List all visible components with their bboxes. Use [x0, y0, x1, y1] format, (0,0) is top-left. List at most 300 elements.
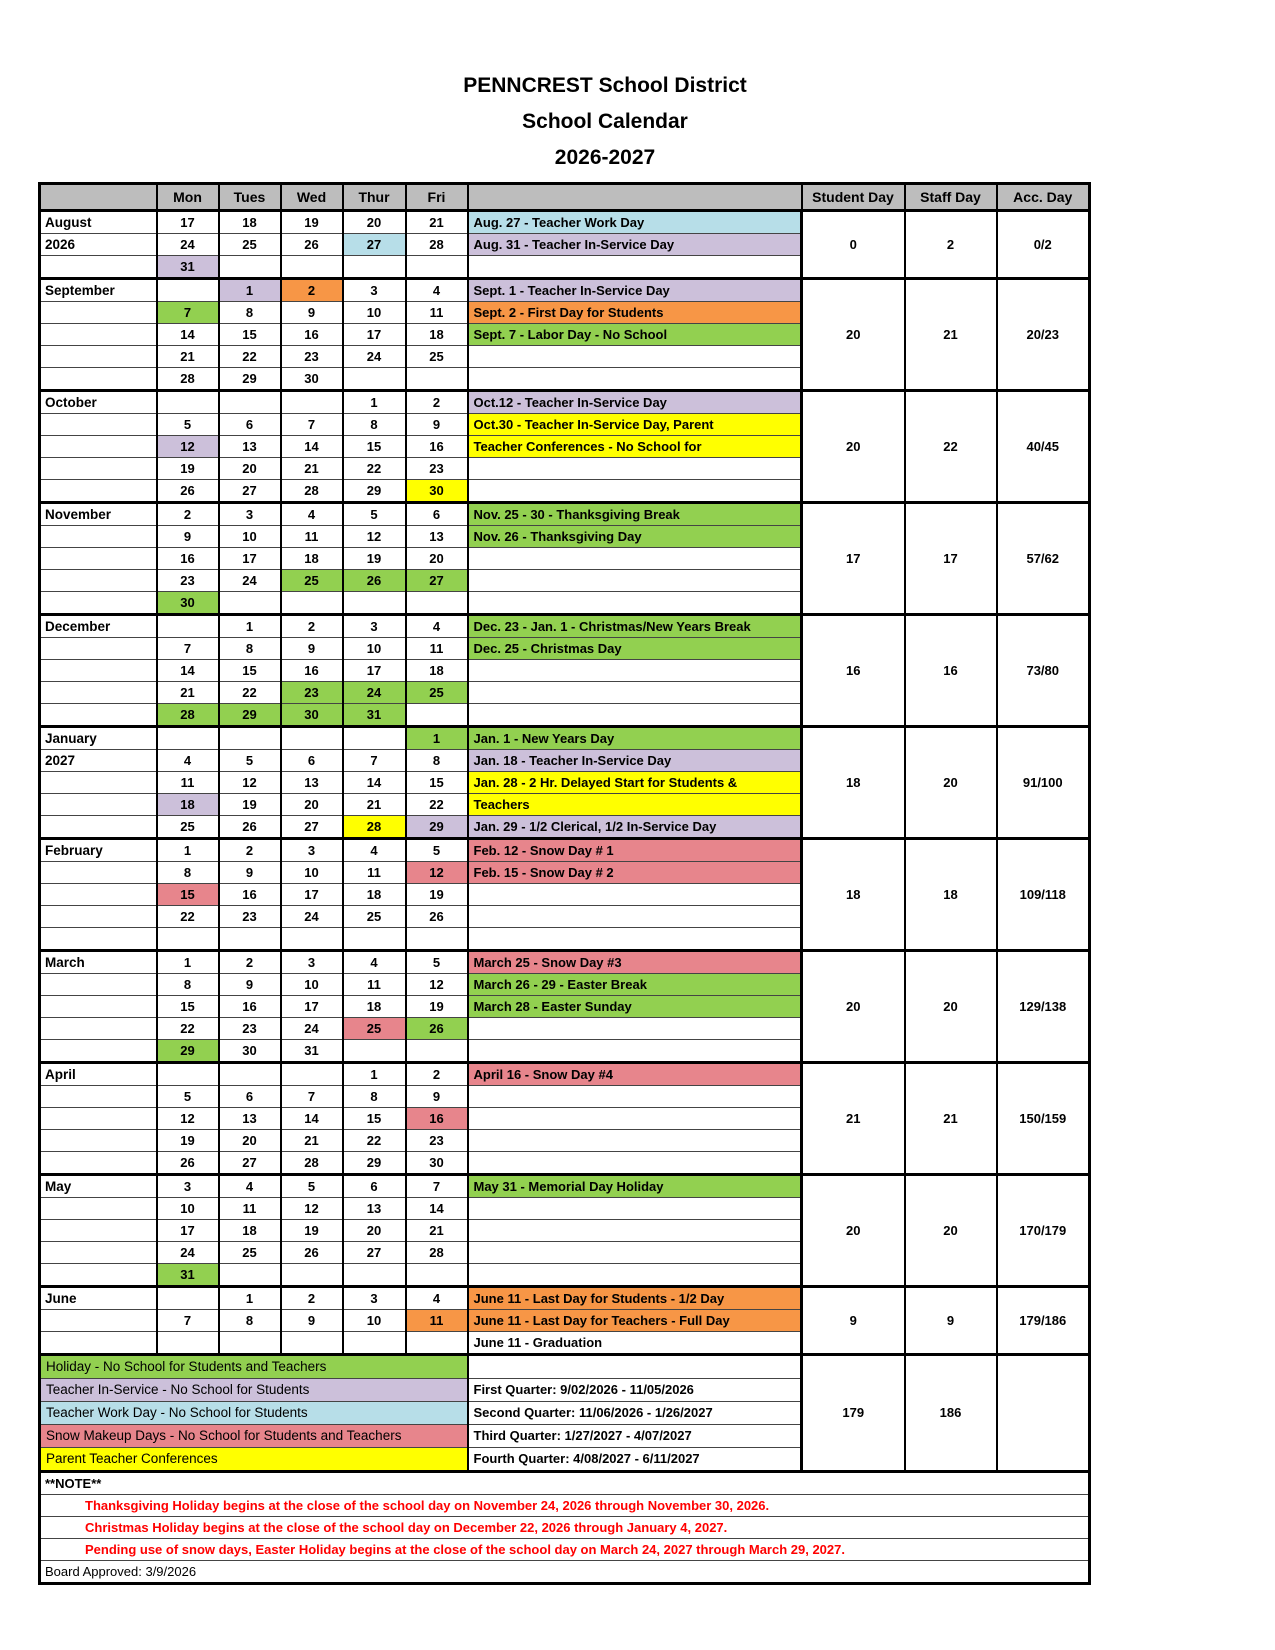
header-staff-day: Staff Day	[905, 184, 997, 211]
day-cell	[406, 1264, 468, 1287]
day-cell	[157, 615, 219, 638]
event-note-cell	[468, 570, 802, 592]
acc-day-count: 20/23	[997, 279, 1090, 391]
day-cell: 18	[406, 324, 468, 346]
day-cell: 4	[343, 839, 406, 862]
note-row	[40, 1539, 1090, 1561]
day-cell: 9	[219, 974, 281, 996]
header-acc-day: Acc. Day	[997, 184, 1090, 211]
day-cell: 6	[219, 1086, 281, 1108]
day-cell	[343, 1264, 406, 1287]
day-cell: 27	[406, 570, 468, 592]
day-cell: 13	[406, 526, 468, 548]
day-cell: 9	[406, 414, 468, 436]
day-cell: 11	[343, 862, 406, 884]
event-note-cell	[468, 1018, 802, 1040]
day-cell: 4	[157, 750, 219, 772]
day-cell	[343, 256, 406, 279]
day-cell: 3	[281, 951, 343, 974]
month-label-cell: September	[40, 279, 157, 302]
month-label-cell: June	[40, 1287, 157, 1310]
note-line-easter: Pending use of snow days, Easter Holiday begins at the close of the school day on March 24, 2027 through March 29, 2027.	[40, 1539, 1090, 1561]
total-staff-count: 186	[905, 1355, 997, 1472]
calendar-week-row	[40, 503, 1090, 526]
day-cell: 7	[406, 1175, 468, 1198]
event-note-cell: Aug. 27 - Teacher Work Day	[468, 211, 802, 234]
student-day-count: 20	[802, 951, 905, 1063]
day-cell: 22	[219, 682, 281, 704]
total-acc-count	[997, 1355, 1090, 1472]
month-label-cell	[40, 1108, 157, 1130]
day-cell: 7	[343, 750, 406, 772]
day-cell: 12	[406, 974, 468, 996]
day-cell: 24	[157, 234, 219, 256]
month-label-cell	[40, 458, 157, 480]
day-cell: 16	[281, 324, 343, 346]
day-cell: 27	[219, 480, 281, 503]
day-cell: 24	[219, 570, 281, 592]
event-note-cell	[468, 1264, 802, 1287]
month-label-cell: May	[40, 1175, 157, 1198]
day-cell: 19	[281, 211, 343, 234]
day-cell: 30	[406, 480, 468, 503]
event-note-cell	[468, 682, 802, 704]
day-cell: 25	[406, 682, 468, 704]
calendar-week-row	[40, 279, 1090, 302]
day-cell: 7	[157, 302, 219, 324]
day-cell	[406, 1332, 468, 1355]
day-cell	[281, 727, 343, 750]
day-cell: 26	[343, 570, 406, 592]
acc-day-count: 129/138	[997, 951, 1090, 1063]
event-note-cell	[468, 660, 802, 682]
day-cell	[157, 1063, 219, 1086]
legend-item: Snow Makeup Days - No School for Students and Teachers	[40, 1425, 468, 1448]
day-cell: 30	[406, 1152, 468, 1175]
day-cell: 19	[406, 996, 468, 1018]
day-cell: 25	[281, 570, 343, 592]
acc-day-count: 179/186	[997, 1287, 1090, 1355]
event-note-cell	[468, 1130, 802, 1152]
day-cell: 12	[406, 862, 468, 884]
day-cell: 8	[343, 1086, 406, 1108]
student-day-count: 9	[802, 1287, 905, 1355]
staff-day-count: 20	[905, 951, 997, 1063]
staff-day-count: 18	[905, 839, 997, 951]
event-note-cell: Jan. 29 - 1/2 Clerical, 1/2 In-Service Day	[468, 816, 802, 839]
month-label-cell: November	[40, 503, 157, 526]
day-cell: 28	[281, 480, 343, 503]
day-cell: 8	[219, 1310, 281, 1332]
month-label-cell	[40, 638, 157, 660]
header-row	[40, 184, 1090, 211]
legend-item: Teacher Work Day - No School for Students	[40, 1402, 468, 1425]
header-month-cell	[40, 184, 157, 211]
day-cell	[219, 592, 281, 615]
event-note-cell	[468, 1040, 802, 1063]
day-cell: 14	[406, 1198, 468, 1220]
month-label-cell	[40, 346, 157, 368]
day-cell: 4	[406, 615, 468, 638]
day-cell: 26	[281, 234, 343, 256]
day-cell: 29	[343, 1152, 406, 1175]
day-cell: 30	[281, 368, 343, 391]
calendar-week-row	[40, 839, 1090, 862]
event-note-cell: Sept. 2 - First Day for Students	[468, 302, 802, 324]
day-cell: 22	[157, 906, 219, 928]
day-cell: 1	[157, 839, 219, 862]
day-cell: 29	[343, 480, 406, 503]
note-line-christmas: Christmas Holiday begins at the close of the school day on December 22, 2026 through January 4, 2027.	[40, 1517, 1090, 1539]
event-note-cell	[468, 1198, 802, 1220]
day-cell: 19	[157, 1130, 219, 1152]
day-cell: 16	[406, 436, 468, 458]
event-note-cell	[468, 906, 802, 928]
quarter-label: Second Quarter: 11/06/2026 - 1/26/2027	[468, 1402, 802, 1425]
board-approved-row	[40, 1561, 1090, 1584]
day-cell: 18	[157, 794, 219, 816]
day-cell	[406, 928, 468, 951]
day-cell: 31	[343, 704, 406, 727]
day-cell: 17	[157, 211, 219, 234]
day-cell: 17	[343, 660, 406, 682]
day-cell: 20	[343, 1220, 406, 1242]
day-cell: 14	[343, 772, 406, 794]
month-label-cell: January	[40, 727, 157, 750]
month-label-cell	[40, 368, 157, 391]
event-note-cell: June 11 - Graduation	[468, 1332, 802, 1355]
day-cell: 28	[406, 234, 468, 256]
staff-day-count: 20	[905, 1175, 997, 1287]
day-cell: 23	[157, 570, 219, 592]
day-cell: 10	[281, 862, 343, 884]
legend-item: Holiday - No School for Students and Teachers	[40, 1355, 468, 1379]
day-cell: 22	[157, 1018, 219, 1040]
day-cell: 7	[281, 1086, 343, 1108]
day-cell: 26	[219, 816, 281, 839]
day-cell	[343, 928, 406, 951]
event-note-cell	[468, 1242, 802, 1264]
month-label-cell	[40, 974, 157, 996]
day-cell: 9	[219, 862, 281, 884]
staff-day-count: 20	[905, 727, 997, 839]
acc-day-count: 150/159	[997, 1063, 1090, 1175]
day-cell: 14	[157, 660, 219, 682]
day-cell: 4	[406, 279, 468, 302]
day-cell: 29	[219, 368, 281, 391]
day-cell: 15	[219, 324, 281, 346]
header-day-wed: Wed	[281, 184, 343, 211]
quarter-label	[468, 1355, 802, 1379]
event-note-cell: Feb. 15 - Snow Day # 2	[468, 862, 802, 884]
day-cell: 16	[219, 884, 281, 906]
month-label-cell	[40, 548, 157, 570]
month-label-cell	[40, 1264, 157, 1287]
event-note-cell	[468, 1108, 802, 1130]
acc-day-count: 170/179	[997, 1175, 1090, 1287]
day-cell: 5	[406, 951, 468, 974]
day-cell: 12	[343, 526, 406, 548]
calendar-week-row	[40, 727, 1090, 750]
day-cell: 25	[219, 1242, 281, 1264]
student-day-count: 0	[802, 211, 905, 279]
day-cell: 2	[281, 615, 343, 638]
day-cell: 1	[406, 727, 468, 750]
event-note-cell: Jan. 18 - Teacher In-Service Day	[468, 750, 802, 772]
day-cell: 21	[281, 1130, 343, 1152]
event-note-cell	[468, 1086, 802, 1108]
day-cell: 19	[406, 884, 468, 906]
month-label-cell	[40, 996, 157, 1018]
day-cell: 11	[219, 1198, 281, 1220]
day-cell: 19	[281, 1220, 343, 1242]
day-cell: 5	[157, 414, 219, 436]
day-cell	[343, 727, 406, 750]
day-cell: 2	[281, 279, 343, 302]
day-cell: 20	[406, 548, 468, 570]
day-cell: 10	[219, 526, 281, 548]
staff-day-count: 16	[905, 615, 997, 727]
month-label-cell	[40, 302, 157, 324]
day-cell: 16	[406, 1108, 468, 1130]
student-day-count: 20	[802, 279, 905, 391]
note-line-thanksgiving: Thanksgiving Holiday begins at the close of the school day on November 24, 2026 through November 30, 2026.	[40, 1495, 1090, 1517]
month-label-cell	[40, 772, 157, 794]
day-cell	[219, 391, 281, 414]
day-cell	[281, 1332, 343, 1355]
calendar-week-row	[40, 1063, 1090, 1086]
staff-day-count: 22	[905, 391, 997, 503]
staff-day-count: 17	[905, 503, 997, 615]
month-label-cell: 2026	[40, 234, 157, 256]
event-note-cell: Nov. 25 - 30 - Thanksgiving Break	[468, 503, 802, 526]
day-cell: 1	[219, 279, 281, 302]
document-title	[0, 68, 1210, 176]
event-note-cell: Sept. 1 - Teacher In-Service Day	[468, 279, 802, 302]
month-label-cell	[40, 862, 157, 884]
header-day-thur: Thur	[343, 184, 406, 211]
acc-day-count: 57/62	[997, 503, 1090, 615]
event-note-cell: June 11 - Last Day for Students - 1/2 Day	[468, 1287, 802, 1310]
day-cell: 8	[219, 638, 281, 660]
day-cell: 27	[343, 1242, 406, 1264]
day-cell: 25	[343, 906, 406, 928]
event-note-cell: April 16 - Snow Day #4	[468, 1063, 802, 1086]
legend-row	[40, 1355, 1090, 1379]
month-label-cell	[40, 794, 157, 816]
event-note-cell: May 31 - Memorial Day Holiday	[468, 1175, 802, 1198]
day-cell: 17	[281, 996, 343, 1018]
month-label-cell: 2027	[40, 750, 157, 772]
day-cell: 26	[281, 1242, 343, 1264]
day-cell: 31	[157, 1264, 219, 1287]
day-cell	[406, 704, 468, 727]
month-label-cell	[40, 906, 157, 928]
day-cell: 25	[157, 816, 219, 839]
day-cell: 19	[219, 794, 281, 816]
day-cell	[219, 1264, 281, 1287]
day-cell: 12	[281, 1198, 343, 1220]
event-note-cell: Jan. 1 - New Years Day	[468, 727, 802, 750]
day-cell: 22	[343, 1130, 406, 1152]
month-label-cell	[40, 682, 157, 704]
day-cell: 24	[343, 346, 406, 368]
day-cell: 21	[406, 211, 468, 234]
event-note-cell	[468, 256, 802, 279]
month-label-cell	[40, 1018, 157, 1040]
day-cell: 28	[157, 704, 219, 727]
day-cell: 26	[157, 480, 219, 503]
calendar-week-row	[40, 1287, 1090, 1310]
day-cell	[157, 928, 219, 951]
calendar-week-row	[40, 1175, 1090, 1198]
day-cell: 8	[406, 750, 468, 772]
header-student-day: Student Day	[802, 184, 905, 211]
day-cell: 6	[281, 750, 343, 772]
day-cell: 1	[219, 1287, 281, 1310]
event-note-cell: Aug. 31 - Teacher In-Service Day	[468, 234, 802, 256]
day-cell: 2	[219, 839, 281, 862]
day-cell	[406, 368, 468, 391]
day-cell: 7	[157, 638, 219, 660]
day-cell: 1	[343, 391, 406, 414]
day-cell: 25	[343, 1018, 406, 1040]
day-cell	[219, 1063, 281, 1086]
acc-day-count: 0/2	[997, 211, 1090, 279]
student-day-count: 20	[802, 391, 905, 503]
day-cell: 12	[219, 772, 281, 794]
day-cell: 15	[343, 436, 406, 458]
day-cell: 1	[343, 1063, 406, 1086]
calendar-week-row	[40, 391, 1090, 414]
day-cell: 22	[343, 458, 406, 480]
day-cell: 18	[219, 211, 281, 234]
event-note-cell: Dec. 25 - Christmas Day	[468, 638, 802, 660]
day-cell: 16	[219, 996, 281, 1018]
day-cell: 5	[406, 839, 468, 862]
day-cell	[281, 1063, 343, 1086]
day-cell: 23	[281, 346, 343, 368]
month-label-cell	[40, 480, 157, 503]
day-cell: 22	[219, 346, 281, 368]
month-label-cell: October	[40, 391, 157, 414]
month-label-cell: February	[40, 839, 157, 862]
event-note-cell: Nov. 26 - Thanksgiving Day	[468, 526, 802, 548]
day-cell: 26	[406, 906, 468, 928]
day-cell: 13	[343, 1198, 406, 1220]
quarter-label: Fourth Quarter: 4/08/2027 - 6/11/2027	[468, 1448, 802, 1472]
staff-day-count: 21	[905, 1063, 997, 1175]
event-note-cell	[468, 346, 802, 368]
day-cell: 1	[157, 951, 219, 974]
day-cell: 23	[406, 458, 468, 480]
day-cell: 20	[281, 794, 343, 816]
day-cell: 3	[219, 503, 281, 526]
day-cell: 14	[157, 324, 219, 346]
legend-item: Teacher In-Service - No School for Students	[40, 1379, 468, 1402]
day-cell: 23	[219, 906, 281, 928]
title-year: 2026-2027	[554, 146, 656, 169]
day-cell	[406, 592, 468, 615]
day-cell: 9	[281, 638, 343, 660]
note-row	[40, 1517, 1090, 1539]
day-cell: 11	[406, 638, 468, 660]
acc-day-count: 40/45	[997, 391, 1090, 503]
note-header: **NOTE**	[40, 1472, 1090, 1495]
day-cell: 4	[219, 1175, 281, 1198]
event-note-cell	[468, 928, 802, 951]
day-cell: 13	[219, 1108, 281, 1130]
day-cell: 3	[157, 1175, 219, 1198]
month-label-cell	[40, 570, 157, 592]
event-note-cell: Teacher Conferences - No School for	[468, 436, 802, 458]
day-cell: 19	[157, 458, 219, 480]
day-cell: 14	[281, 436, 343, 458]
day-cell	[219, 727, 281, 750]
day-cell: 9	[281, 302, 343, 324]
month-label-cell	[40, 816, 157, 839]
day-cell: 2	[157, 503, 219, 526]
day-cell: 21	[343, 794, 406, 816]
month-label-cell: March	[40, 951, 157, 974]
day-cell: 17	[157, 1220, 219, 1242]
event-note-cell: Oct.12 - Teacher In-Service Day	[468, 391, 802, 414]
calendar-table	[38, 182, 1091, 1585]
quarter-label: First Quarter: 9/02/2026 - 11/05/2026	[468, 1379, 802, 1402]
day-cell: 31	[157, 256, 219, 279]
day-cell: 8	[157, 862, 219, 884]
day-cell: 6	[343, 1175, 406, 1198]
event-note-cell	[468, 592, 802, 615]
month-label-cell	[40, 436, 157, 458]
event-note-cell	[468, 884, 802, 906]
event-note-cell	[468, 548, 802, 570]
day-cell: 6	[219, 414, 281, 436]
day-cell: 7	[281, 414, 343, 436]
event-note-cell: March 28 - Easter Sunday	[468, 996, 802, 1018]
header-day-tues: Tues	[219, 184, 281, 211]
staff-day-count: 21	[905, 279, 997, 391]
header-day-fri: Fri	[406, 184, 468, 211]
day-cell: 24	[343, 682, 406, 704]
day-cell: 28	[343, 816, 406, 839]
student-day-count: 16	[802, 615, 905, 727]
legend-item: Parent Teacher Conferences	[40, 1448, 468, 1472]
day-cell: 11	[406, 302, 468, 324]
day-cell: 20	[219, 1130, 281, 1152]
header-notes-cell	[468, 184, 802, 211]
student-day-count: 18	[802, 839, 905, 951]
day-cell: 25	[219, 234, 281, 256]
total-student-count: 179	[802, 1355, 905, 1472]
day-cell: 13	[219, 436, 281, 458]
day-cell: 5	[281, 1175, 343, 1198]
event-note-cell	[468, 368, 802, 391]
day-cell: 31	[281, 1040, 343, 1063]
day-cell: 20	[343, 211, 406, 234]
month-label-cell: April	[40, 1063, 157, 1086]
day-cell: 27	[219, 1152, 281, 1175]
staff-day-count: 2	[905, 211, 997, 279]
day-cell: 29	[219, 704, 281, 727]
day-cell: 27	[281, 816, 343, 839]
month-label-cell	[40, 1086, 157, 1108]
month-label-cell	[40, 256, 157, 279]
day-cell: 11	[281, 526, 343, 548]
day-cell: 2	[406, 1063, 468, 1086]
month-label-cell	[40, 1040, 157, 1063]
day-cell	[281, 1264, 343, 1287]
